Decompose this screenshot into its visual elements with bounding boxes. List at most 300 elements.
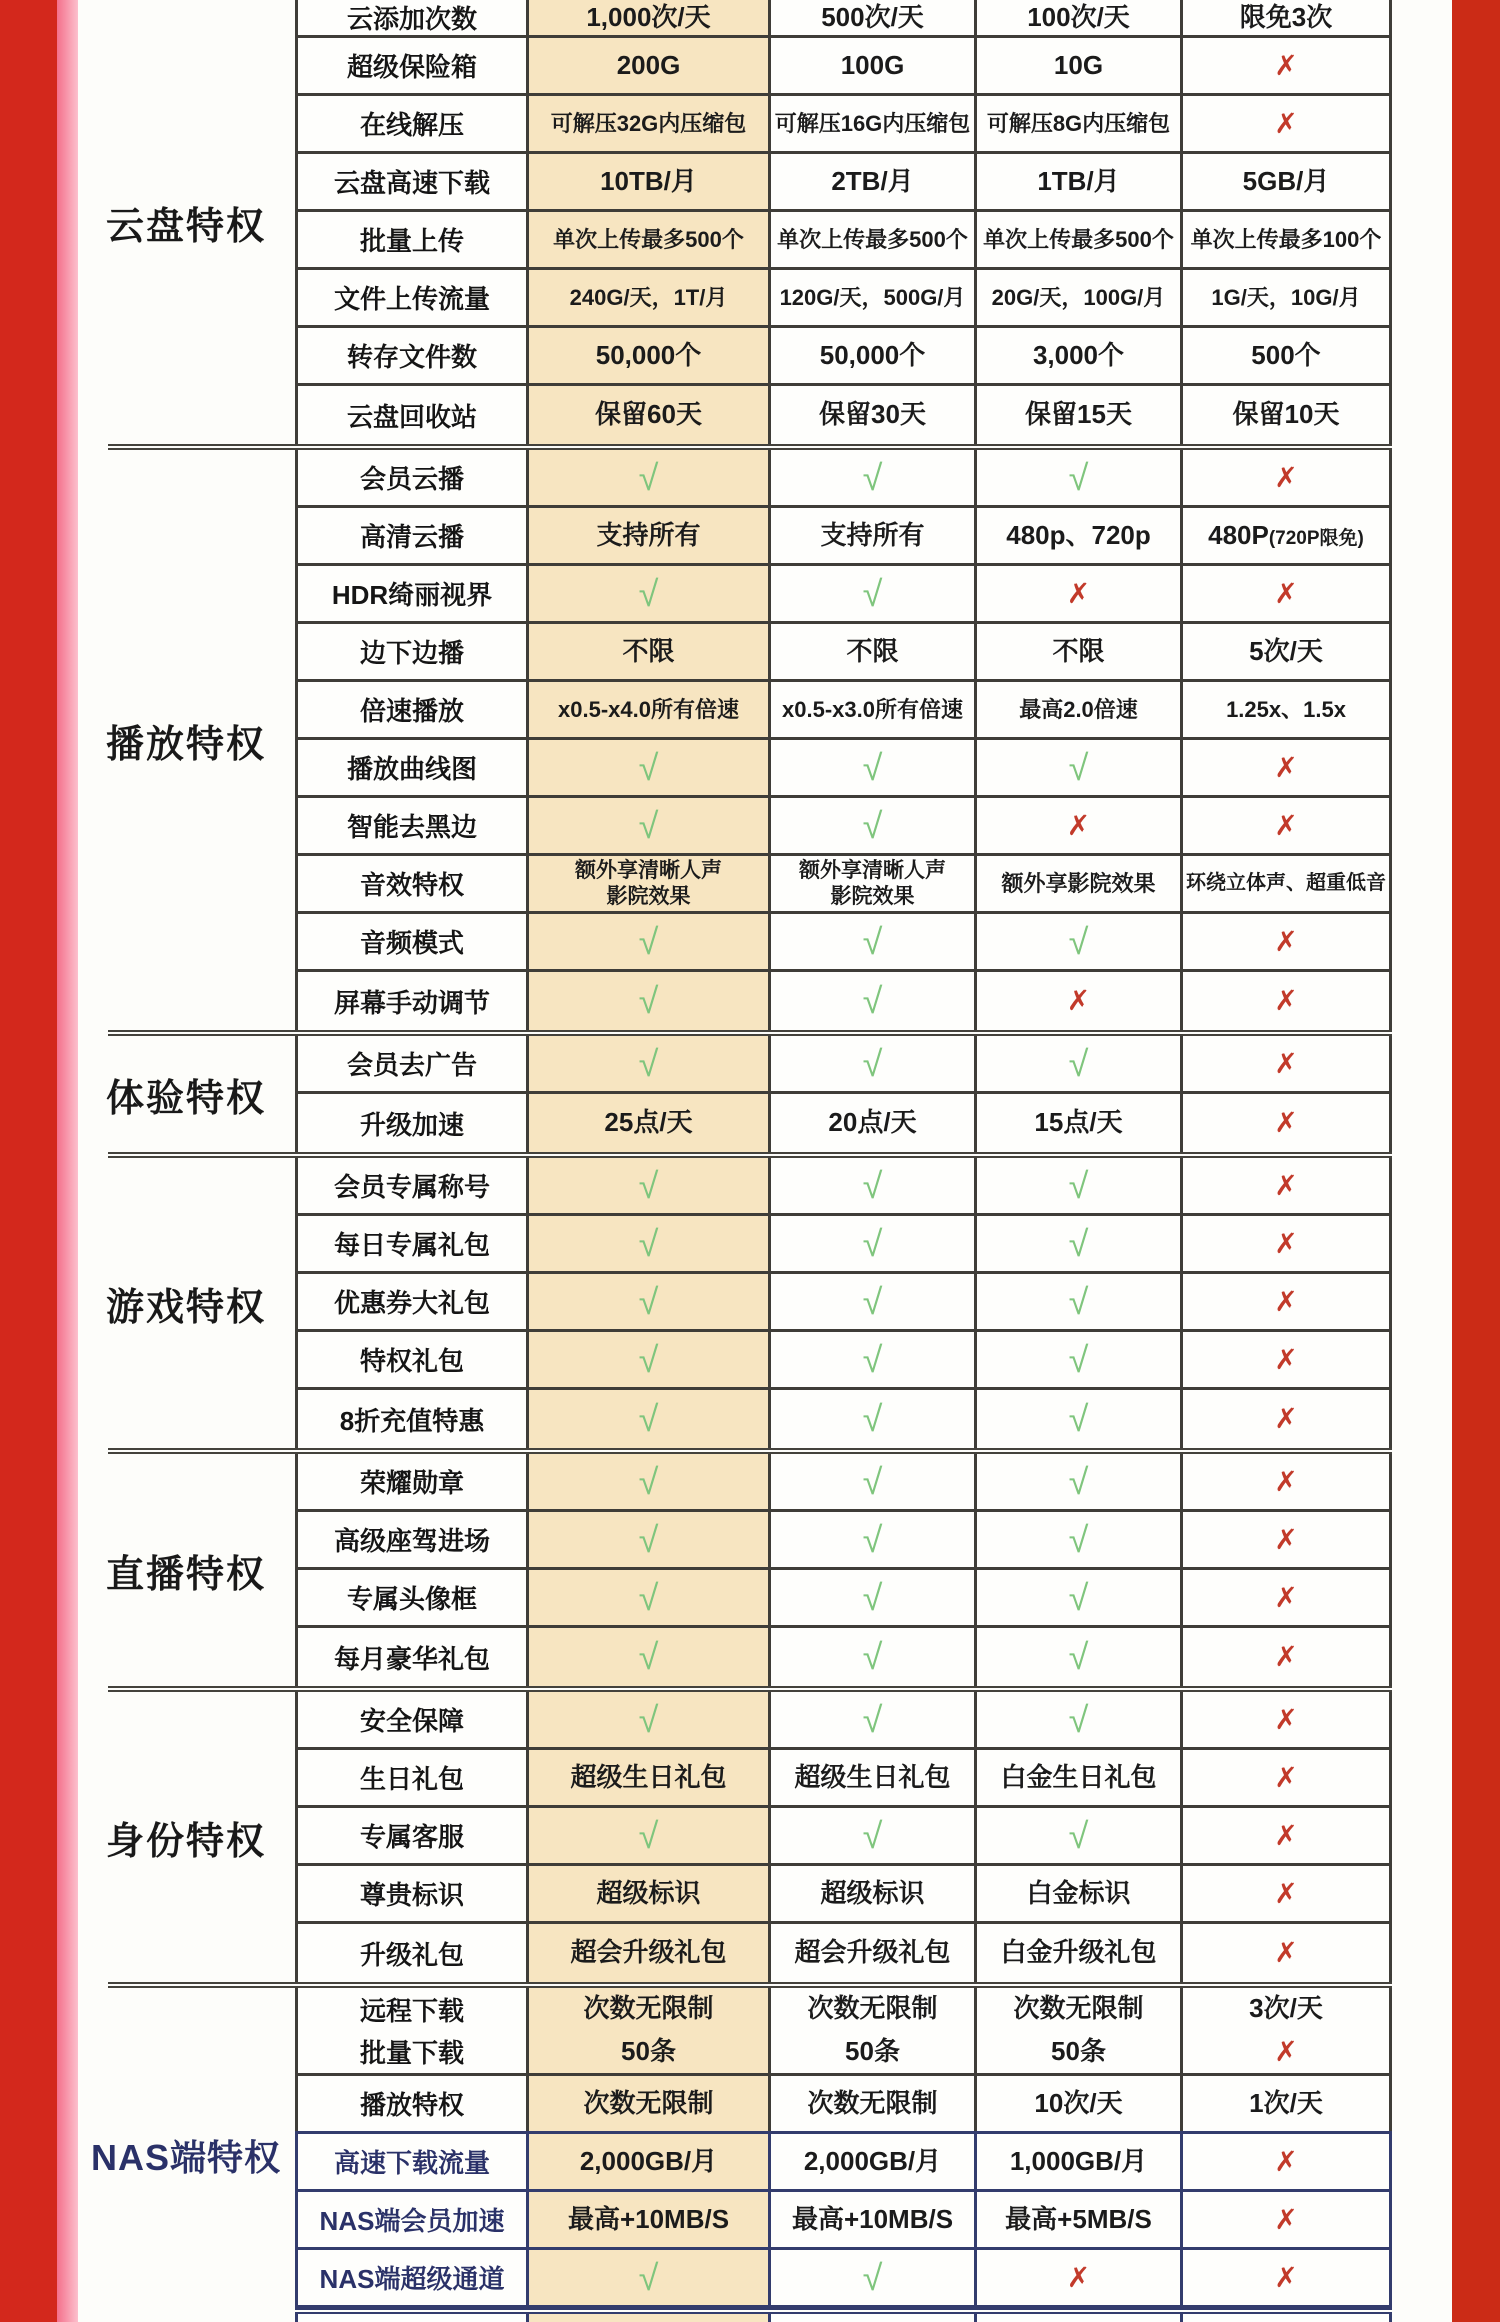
check-icon: √ [638,1398,659,1439]
table-row [295,1454,1392,1512]
value-cell [977,1332,1183,1387]
feature-label: 在线解压 [359,110,464,140]
value-cell [977,856,1183,911]
value-cell [1183,1628,1392,1686]
table-row [295,566,1392,624]
value-cell [771,1808,977,1863]
feature-label: 生日礼包 [359,1764,464,1794]
value-cell [1183,450,1392,505]
value-cell [771,2314,977,2322]
value-cell [1183,328,1392,383]
value-cell [529,1512,771,1567]
check-icon: √ [862,2256,883,2298]
value-cell [1183,1750,1392,1805]
value-cell [977,1454,1183,1509]
table-row [295,1570,1392,1628]
value-cell [771,1036,977,1091]
table-row [295,972,1392,1030]
cross-icon: ✗ [1274,751,1298,783]
value-text: 最高+10MB/S [791,2203,954,2234]
feature-cell [295,154,529,209]
feature-label: 批量上传 [359,226,464,256]
value-cell [771,1570,977,1625]
cross-icon: ✗ [1274,107,1298,139]
value-cell [771,1332,977,1387]
feature-cell [295,1158,529,1213]
value-cell [771,0,977,35]
feature-label: 云添加次数 [346,4,477,34]
cross-icon: ✗ [1274,1465,1298,1497]
table-row [295,270,1392,328]
feature-label: 专属头像框 [346,1584,477,1614]
feature-cell [295,1390,529,1448]
feature-label: 播放曲线图 [346,754,477,784]
value-cell [1183,270,1392,325]
feature-cell [295,740,529,795]
value-cell [529,2314,771,2322]
feature-cell [295,1628,529,1686]
table-row [295,1750,1392,1808]
value-cell [529,1332,771,1387]
value-cell [771,1390,977,1448]
table-row [295,1808,1392,1866]
category-label: 播放特权 [105,723,266,766]
table-row [295,38,1392,96]
category-label: 直播特权 [105,1553,266,1596]
value-cell [529,450,771,505]
feature-cell [295,1692,529,1747]
table-row [295,740,1392,798]
feature-label: 优惠券大礼包 [333,1288,490,1318]
value-cell [977,1036,1183,1091]
value-cell [977,1866,1183,1921]
check-icon: √ [862,572,883,614]
category-cell [77,1454,295,1686]
feature-cell [295,624,529,679]
value-text: 2,000GB/月 [579,2145,718,2176]
value-cell [1183,154,1392,209]
group-rows [295,1454,1392,1686]
check-icon: √ [862,1222,883,1264]
value-cell [977,1692,1183,1747]
value-cell [977,38,1183,93]
value-cell [529,1866,771,1921]
benefit-group [77,1692,1392,1982]
value-text: 单次上传最多500个 [983,226,1174,252]
value-text: 1,000GB/月 [1009,2145,1148,2176]
table-row [295,2134,1392,2192]
check-icon: √ [1068,1042,1089,1084]
feature-label: 云盘高速下载 [333,168,490,198]
feature-cell [295,2314,529,2322]
value-text: 25点/天 [604,1107,693,1138]
feature-cell [295,1570,529,1625]
value-cell [771,1158,977,1213]
category-cell [77,450,295,1030]
feature-label: 边下边播 [359,638,464,668]
value-text: 次数无限制 [807,2087,938,2118]
value-cell [771,1216,977,1271]
benefits-comparison-table [77,0,1392,2322]
table-row [295,856,1392,914]
value-cell [529,2192,771,2247]
cross-icon: ✗ [1066,809,1091,841]
check-icon: √ [638,804,659,846]
value-cell [977,2076,1183,2131]
check-icon: √ [1068,1698,1089,1740]
check-icon: √ [1068,1518,1089,1560]
feature-label: 会员专属称号 [333,1172,490,1202]
value-cell [529,0,771,35]
cross-icon: ✗ [1274,49,1298,81]
value-cell [529,798,771,853]
value-cell [1183,682,1392,737]
feature-cell [295,914,529,969]
value-cell [977,682,1183,737]
feature-cell [295,96,529,151]
check-icon: √ [1068,1576,1089,1618]
feature-cell [295,2250,529,2305]
value-cell [529,1628,771,1686]
value-cell [977,450,1183,505]
value-text: 单次上传最多100个 [1190,226,1382,252]
value-cell [529,154,771,209]
value-text: 100次/天 [1027,1,1130,32]
value-text: 3次/天 [1249,1993,1323,2024]
table-row [295,914,1392,972]
value-text: 1次/天 [1249,2087,1323,2118]
value-text: 可解压8G内压缩包 [986,110,1171,136]
value-cell [977,624,1183,679]
value-cell [529,1988,771,2073]
value-text: 单次上传最多500个 [777,226,968,252]
value-text: 环绕立体声、超重低音 [1186,872,1386,894]
check-icon: √ [638,456,659,498]
value-text: 超会升级礼包 [794,1937,951,1968]
feature-label: 超级保险箱 [346,52,477,82]
benefit-group [77,1988,1392,2322]
table-row [295,1924,1392,1982]
value-cell [977,508,1183,563]
value-text: 200G [616,49,681,80]
value-text: 5次/天 [1249,635,1323,666]
benefit-group [77,1158,1392,1448]
table-row [295,328,1392,386]
check-icon: √ [862,804,883,846]
value-cell [1183,2076,1392,2131]
table-row [295,508,1392,566]
feature-cell [295,798,529,853]
feature-label: 升级加速 [359,1109,464,1140]
value-cell [529,96,771,151]
table-row [295,2314,1392,2322]
check-icon: √ [638,746,659,788]
feature-cell [295,1866,529,1921]
check-icon: √ [638,1460,659,1502]
value-text: 不限 [1052,635,1105,666]
value-text: 次数无限制 [583,1993,714,2024]
value-text: 白金升级礼包 [1000,1937,1157,1968]
value-cell [977,2250,1183,2305]
value-text: 可解压16G内压缩包 [774,110,971,136]
value-cell [1183,508,1392,563]
feature-label: 高清云播 [359,522,464,552]
check-icon: √ [862,1042,883,1084]
value-cell [771,1094,977,1152]
benefit-group [77,1036,1392,1152]
feature-label: NAS端会员加速 [319,2206,505,2236]
value-cell [771,798,977,853]
group-rows [295,1988,1392,2322]
cross-icon: ✗ [1274,2261,1298,2293]
value-cell [771,914,977,969]
value-cell [1183,2192,1392,2247]
value-cell [977,1750,1183,1805]
check-icon: √ [1068,1460,1089,1502]
feature-cell [295,1988,529,2073]
value-cell [1183,2134,1392,2189]
value-cell [529,1094,771,1152]
feature-cell [295,1924,529,1982]
left-pink-stripe [57,0,78,2322]
category-cell [77,1692,295,1982]
table-row [295,96,1392,154]
value-cell [977,2134,1183,2189]
value-cell [1183,212,1392,267]
category-label: 云盘特权 [105,205,266,248]
value-text: 10TB/月 [600,165,697,196]
feature-cell [295,270,529,325]
cross-icon: ✗ [1274,1107,1298,1138]
value-text: 500个 [1251,339,1321,370]
cross-icon: ✗ [1274,1581,1298,1613]
feature-label: 播放特权 [359,2090,464,2120]
value-cell [529,328,771,383]
value-text: 白金标识 [1026,1877,1131,1908]
feature-cell [295,1512,529,1567]
value-cell [1183,1390,1392,1448]
feature-cell [295,1216,529,1271]
value-cell [977,1988,1183,2073]
cross-icon: ✗ [1274,1523,1298,1555]
value-cell [977,1094,1183,1152]
check-icon: √ [1068,746,1089,788]
table-row [295,1628,1392,1686]
table-row [295,2250,1392,2308]
group-rows [295,450,1392,1030]
value-cell [771,1866,977,1921]
value-cell [977,1808,1183,1863]
value-text: 限免3次 [1239,1,1333,32]
value-text: 1TB/月 [1037,165,1120,196]
feature-cell [295,972,529,1030]
value-cell [771,1628,977,1686]
value-cell [977,386,1183,444]
value-text: 超级标识 [820,1877,925,1908]
value-cell [1183,1570,1392,1625]
value-cell [771,386,977,444]
check-icon: √ [862,980,883,1021]
value-cell [529,1216,771,1271]
check-icon: √ [862,1814,883,1856]
category-label: 身份特权 [105,1820,266,1863]
value-cell [529,270,771,325]
value-cell [529,1692,771,1747]
value-cell [529,1454,771,1509]
feature-cell [295,682,529,737]
table-row [295,1036,1392,1094]
value-cell [1183,1216,1392,1271]
table-row [295,1512,1392,1570]
value-text: 1.25x、1.5x [1226,696,1346,722]
check-icon: √ [638,1636,659,1677]
value-cell [1183,2250,1392,2305]
feature-label: 高级座驾进场 [333,1526,490,1556]
value-cell [529,740,771,795]
check-icon: √ [862,1518,883,1560]
value-cell [1183,566,1392,621]
feature-label: 批量下载 [359,2038,464,2069]
table-row [295,1390,1392,1448]
value-text: 20点/天 [828,1107,917,1138]
value-text: 最高2.0倍速 [1019,696,1138,722]
check-icon: √ [862,1636,883,1677]
value-cell [771,96,977,151]
value-text: 额外享清晰人声 影院效果 [575,858,722,908]
feature-cell [295,1454,529,1509]
feature-cell [295,0,529,35]
check-icon: √ [638,1222,659,1264]
value-text: 50条 [621,2035,676,2066]
value-cell [529,1924,771,1982]
left-red-border [0,0,57,2322]
value-text: 100G [840,49,905,80]
cross-icon: ✗ [1274,577,1298,609]
check-icon: √ [638,1576,659,1618]
value-cell [1183,1036,1392,1091]
check-icon: √ [638,572,659,614]
value-text: 不限 [846,635,899,666]
table-row [295,1988,1392,2076]
check-icon: √ [1068,920,1089,962]
category-label: 游戏特权 [105,1286,266,1329]
cross-icon: ✗ [1274,2145,1298,2177]
value-cell [977,1512,1183,1567]
cross-icon: ✗ [1274,1819,1298,1851]
check-icon: √ [862,920,883,962]
cross-icon: ✗ [1066,577,1091,609]
value-text: 单次上传最多500个 [553,226,744,252]
check-icon: √ [862,1398,883,1439]
value-cell [529,386,771,444]
value-text: 2TB/月 [831,165,914,196]
value-cell [1183,624,1392,679]
table-row [295,0,1392,38]
value-cell [529,1750,771,1805]
value-text: 10G [1053,49,1104,80]
value-cell [771,1454,977,1509]
value-text: 保留30天 [819,399,926,430]
feature-label: 转存文件数 [346,342,477,372]
feature-cell [295,328,529,383]
feature-cell [295,2192,529,2247]
feature-cell [295,1808,529,1863]
check-icon: √ [638,1042,659,1084]
check-icon: √ [862,746,883,788]
check-icon: √ [862,1164,883,1206]
value-cell [1183,1332,1392,1387]
table-row [295,1274,1392,1332]
value-text: 最高+5MB/S [1005,2203,1152,2234]
feature-cell [295,1036,529,1091]
value-text: 10次/天 [1034,2087,1123,2118]
feature-label: 荣耀勋章 [359,1468,464,1498]
value-text: 20G/天，100G/月 [991,284,1166,310]
group-rows [295,1036,1392,1152]
value-text: 支持所有 [820,519,925,550]
value-text: 最高+10MB/S [567,2203,730,2234]
cross-icon: ✗ [1274,1703,1298,1735]
value-cell [771,1274,977,1329]
value-text: 保留60天 [595,399,702,430]
value-text: 15点/天 [1034,1107,1123,1138]
check-icon: √ [1068,1636,1089,1677]
value-cell [977,96,1183,151]
cross-icon: ✗ [1274,2035,1298,2067]
value-cell [771,2076,977,2131]
category-cell [77,1988,295,2322]
feature-label: 安全保障 [359,1706,464,1736]
check-icon: √ [638,1814,659,1856]
value-cell [1183,1158,1392,1213]
value-cell [1183,798,1392,853]
value-cell [771,38,977,93]
value-text: 支持所有 [596,519,701,550]
value-cell [977,740,1183,795]
check-icon: √ [862,456,883,498]
category-label: NAS端特权 [90,2136,281,2178]
cross-icon: ✗ [1274,1403,1298,1434]
check-icon: √ [1068,1398,1089,1439]
value-cell [529,624,771,679]
cross-icon: ✗ [1274,461,1298,493]
value-cell [977,1390,1183,1448]
check-icon: √ [638,1280,659,1322]
cross-icon: ✗ [1274,985,1298,1016]
cross-icon: ✗ [1066,2261,1091,2293]
value-cell [529,972,771,1030]
feature-cell [295,38,529,93]
value-cell [529,1036,771,1091]
value-cell [1183,96,1392,151]
value-cell [529,212,771,267]
value-text: 2,000GB/月 [803,2145,942,2176]
value-cell [529,2250,771,2305]
check-icon: √ [1068,1814,1089,1856]
check-icon: √ [638,1698,659,1740]
feature-cell [295,508,529,563]
feature-cell [295,1750,529,1805]
check-icon: √ [638,1338,659,1380]
value-text: x0.5-x3.0所有倍速 [782,696,963,722]
table-row [295,1866,1392,1924]
value-text: 超会升级礼包 [570,1937,727,1968]
benefit-group [77,0,1392,444]
table-row [295,2076,1392,2134]
value-text: 超级生日礼包 [570,1761,727,1792]
feature-label: 远程下载 [359,1995,464,2026]
feature-label: 智能去黑边 [346,812,477,842]
